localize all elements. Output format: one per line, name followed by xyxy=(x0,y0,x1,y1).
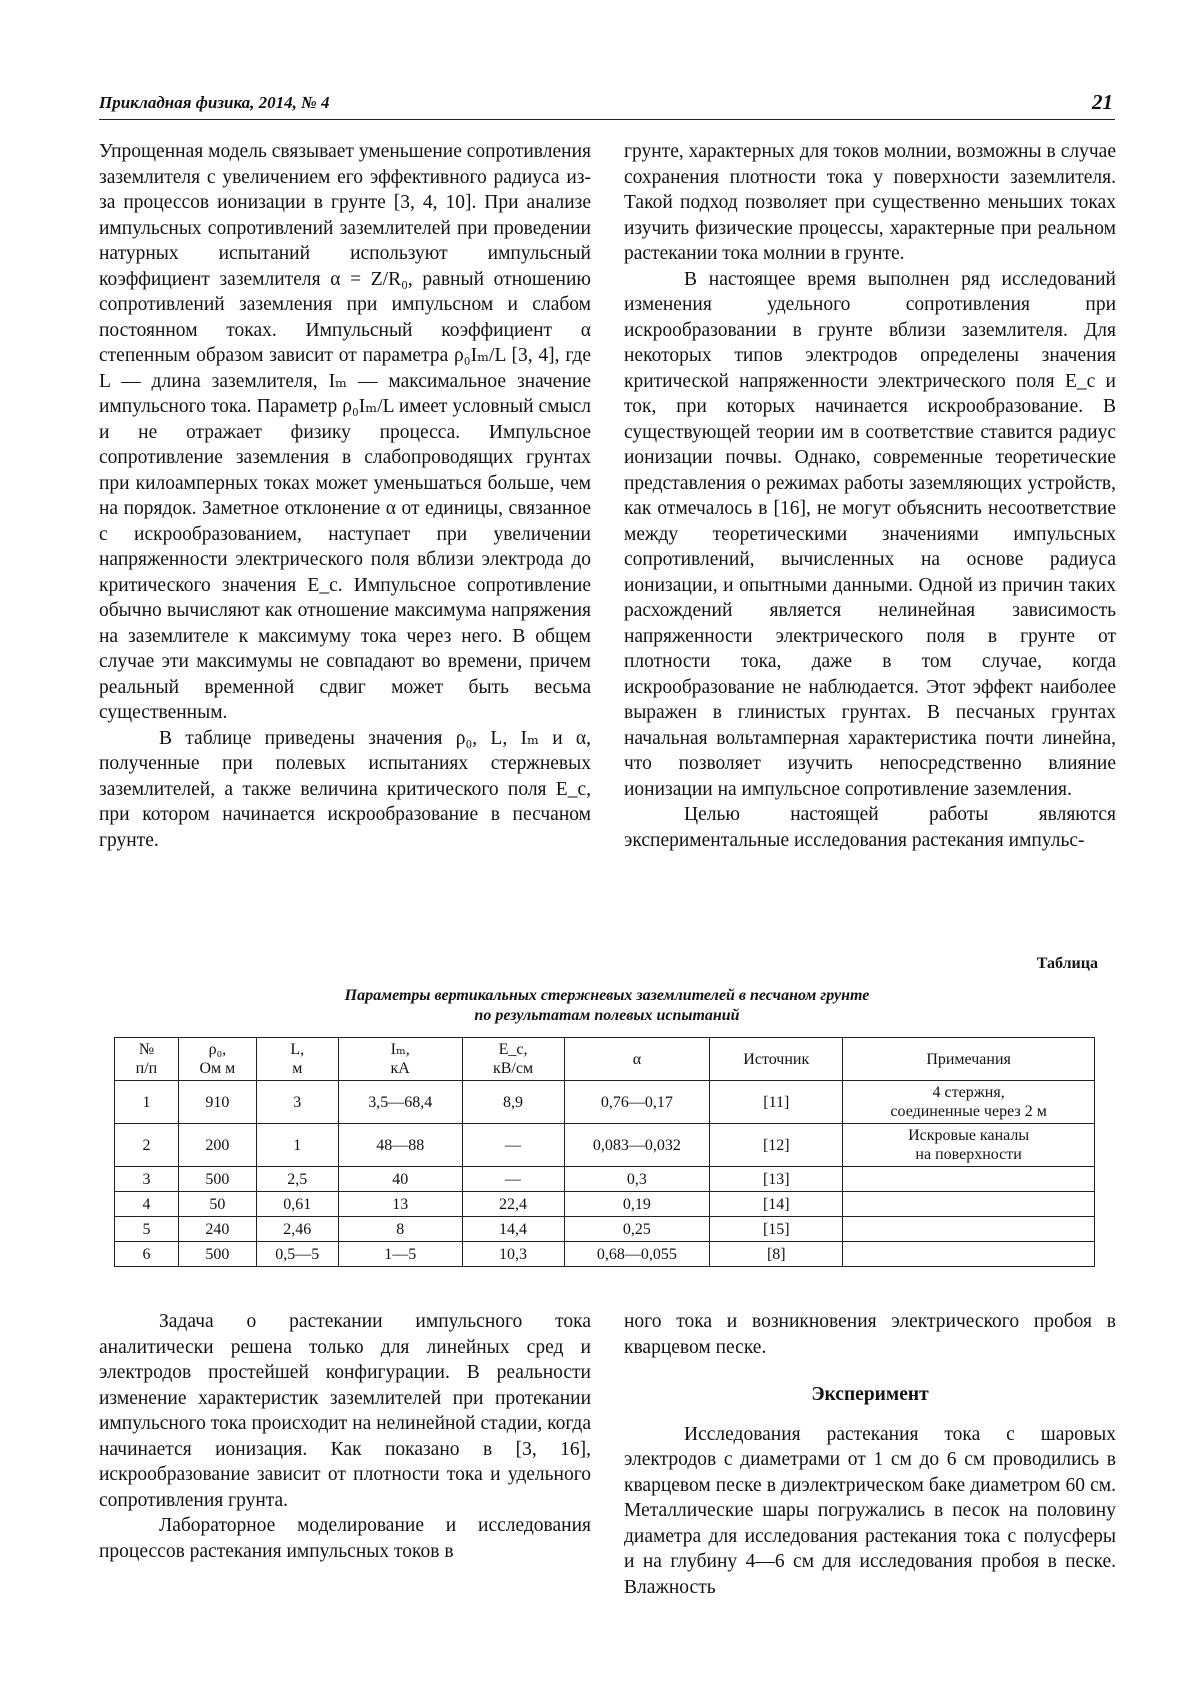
cell-current: 8 xyxy=(338,1217,462,1242)
cell-notes xyxy=(843,1242,1095,1267)
paragraph: Целью настоящей работы являются экспериментальные исследования растекания импульс- xyxy=(624,804,1116,851)
cell-field: — xyxy=(462,1167,564,1192)
header-length: L, м xyxy=(256,1038,338,1081)
table-row xyxy=(115,1192,1095,1217)
cell-rho: 50 xyxy=(178,1192,256,1217)
cell-rho: 500 xyxy=(178,1167,256,1192)
header-rho: ρ₀, Ом м xyxy=(178,1038,256,1081)
cell-notes xyxy=(843,1167,1095,1192)
table-header-row xyxy=(115,1038,1095,1081)
cell-notes xyxy=(843,1192,1095,1217)
table-row xyxy=(115,1081,1095,1124)
paragraph: В настоящее время выполнен ряд исследований изменения удельного сопротивления при искрообразовании в грунте вблизи заземлителя. Для некоторых типов электродов определены значения критической напряженности электрического поля E_c и ток, при которых начинается искрообразование. В существующей теории им в соответствие ставится радиус ионизации почвы. Однако, современные теоретические представления о режимах работы заземляющих устройств, как отмечалось в [16], не могут объяснить несоответствие между теоретическими значениями импульсных сопротивлений, вычисленных на основе радиуса ионизации, и опытными данными. Одной из причин таких расхождений является нелинейная зависимость напряженности электрического поля в грунте от плотности тока, даже в том случае, когда искрообразование не наблюдается. Этот эффект наиболее выражен в глинистых грунтах. В песчаных грунтах начальная вольтамперная характеристика почти линейна, что позволяет изучить непосредственно влияние ионизации на импульсное сопротивление заземления. xyxy=(624,268,1116,800)
table-label: Таблица xyxy=(1036,955,1098,972)
cell-source: [8] xyxy=(710,1242,843,1267)
left-column-top xyxy=(99,139,591,853)
cell-number: 4 xyxy=(115,1192,179,1217)
paragraph: Лабораторное моделирование и исследования процессов растекания импульсных токов в xyxy=(99,1515,591,1562)
cell-source: [11] xyxy=(710,1081,843,1124)
paragraph: Исследования растекания тока с шаровых электродов с диаметрами от 1 см до 6 см проводились в кварцевом песке в диэлектрическом баке диаметром 60 см. Металлические шары погружались в песок на половину диаметра для исследования растекания тока с полусферы и на глубину 4—6 см для исследования пробоя в песке. Влажность xyxy=(624,1423,1116,1598)
cell-field: — xyxy=(462,1124,564,1167)
header-alpha: α xyxy=(564,1038,710,1081)
cell-rho: 240 xyxy=(178,1217,256,1242)
header-current: Iₘ, кА xyxy=(338,1038,462,1081)
cell-current: 3,5—68,4 xyxy=(338,1081,462,1124)
page-number: 21 xyxy=(1092,90,1113,114)
cell-source: [15] xyxy=(710,1217,843,1242)
table-row xyxy=(115,1167,1095,1192)
cell-number: 3 xyxy=(115,1167,179,1192)
cell-length: 1 xyxy=(256,1124,338,1167)
cell-length: 2,46 xyxy=(256,1217,338,1242)
table-row xyxy=(115,1124,1095,1167)
cell-current: 1—5 xyxy=(338,1242,462,1267)
page-header xyxy=(99,89,1115,120)
cell-field: 8,9 xyxy=(462,1081,564,1124)
table-caption-line: по результатам полевых испытаний xyxy=(474,1007,740,1024)
cell-alpha: 0,25 xyxy=(564,1217,710,1242)
cell-length: 3 xyxy=(256,1081,338,1124)
header-field: E_c, кВ/см xyxy=(462,1038,564,1081)
cell-current: 13 xyxy=(338,1192,462,1217)
cell-alpha: 0,68—0,055 xyxy=(564,1242,710,1267)
cell-field: 14,4 xyxy=(462,1217,564,1242)
cell-notes: 4 стержня, соединенные через 2 м xyxy=(843,1081,1095,1124)
cell-rho: 910 xyxy=(178,1081,256,1124)
right-column-bottom xyxy=(624,1309,1116,1600)
cell-field: 22,4 xyxy=(462,1192,564,1217)
cell-number: 6 xyxy=(115,1242,179,1267)
header-notes: Примечания xyxy=(843,1038,1095,1081)
cell-field: 10,3 xyxy=(462,1242,564,1267)
cell-length: 0,61 xyxy=(256,1192,338,1217)
cell-current: 40 xyxy=(338,1167,462,1192)
data-table xyxy=(114,1037,1095,1267)
cell-alpha: 0,19 xyxy=(564,1192,710,1217)
cell-current: 48—88 xyxy=(338,1124,462,1167)
cell-notes: Искровые каналы на поверхности xyxy=(843,1124,1095,1167)
paragraph: В таблице приведены значения ρ₀, L, Iₘ и α, полученные при полевых испытаниях стержневых заземлителей, а также величина критического поля E_c, при котором начинается искрообразование в песчаном грунте. xyxy=(99,727,591,851)
cell-notes xyxy=(843,1217,1095,1242)
section-title: Эксперимент xyxy=(811,1384,929,1405)
cell-alpha: 0,083—0,032 xyxy=(564,1124,710,1167)
journal-title: Прикладная физика, 2014, № 4 xyxy=(99,93,330,112)
left-column-bottom xyxy=(99,1309,591,1564)
cell-alpha: 0,3 xyxy=(564,1167,710,1192)
cell-rho: 200 xyxy=(178,1124,256,1167)
cell-length: 2,5 xyxy=(256,1167,338,1192)
table-row xyxy=(115,1217,1095,1242)
table-row xyxy=(115,1242,1095,1267)
paragraph: Упрощенная модель связывает уменьшение сопротивления заземлителя с увеличением его эффективного радиуса из-за процессов ионизации в грунте [3, 4, 10]. При анализе импульсных сопротивлений заземлителей при проведении натурных испытаний используют импульсный коэффициент заземлителя α = Z/R₀, равный отношению сопротивлений заземления при импульсном и слабом постоянном токах. Импульсный коэффициент α степенным образом зависит от параметра ρ₀Iₘ/L [3, 4], где L — длина заземлителя, Iₘ — максимальное значение импульсного тока. Параметр ρ₀Iₘ/L имеет условный смысл и не отражает физику процесса. Импульсное сопротивление заземления в слабопроводящих грунтах при килоамперных токах может уменьшаться больше, чем на порядок. Заметное отклонение α от единицы, связанное с искрообразованием, наступает при увеличении напряженности электрического поля вблизи электрода до критического значения E_c. Импульсное сопротивление обычно вычисляют как отношение максимума напряжения на заземлителе к максимуму тока через него. В общем случае эти максимумы не совпадают во времени, причем реальный временной сдвиг может быть весьма существенным. xyxy=(99,141,591,723)
cell-number: 5 xyxy=(115,1217,179,1242)
header-source: Источник xyxy=(710,1038,843,1081)
cell-source: [13] xyxy=(710,1167,843,1192)
cell-number: 1 xyxy=(115,1081,179,1124)
cell-source: [12] xyxy=(710,1124,843,1167)
table-caption-line: Параметры вертикальных стержневых заземлителей в песчаном грунте xyxy=(344,987,870,1004)
paragraph: Задача о растекании импульсного тока аналитически решена только для линейных сред и электродов простейшей конфигурации. В реальности изменение характеристик заземлителей при протекании импульсного тока происходит на нелинейной стадии, когда начинается ионизация. Как показано в [3, 16], искрообразование зависит от плотности тока и удельного сопротивления грунта. xyxy=(99,1311,591,1511)
cell-rho: 500 xyxy=(178,1242,256,1267)
paragraph: ного тока и возникновения электрического пробоя в кварцевом песке. xyxy=(624,1311,1116,1358)
paragraph: грунте, характерных для токов молнии, возможны в случае сохранения плотности тока у поверхности заземлителя. Такой подход позволяет при существенно меньших токах изучить физические процессы, характерные при реальном растекании тока молнии в грунте. xyxy=(624,141,1116,264)
right-column-top xyxy=(624,139,1116,853)
cell-number: 2 xyxy=(115,1124,179,1167)
cell-alpha: 0,76—0,17 xyxy=(564,1081,710,1124)
header-number: № п/п xyxy=(115,1038,179,1081)
table-caption xyxy=(99,986,1115,1026)
cell-length: 0,5—5 xyxy=(256,1242,338,1267)
cell-source: [14] xyxy=(710,1192,843,1217)
